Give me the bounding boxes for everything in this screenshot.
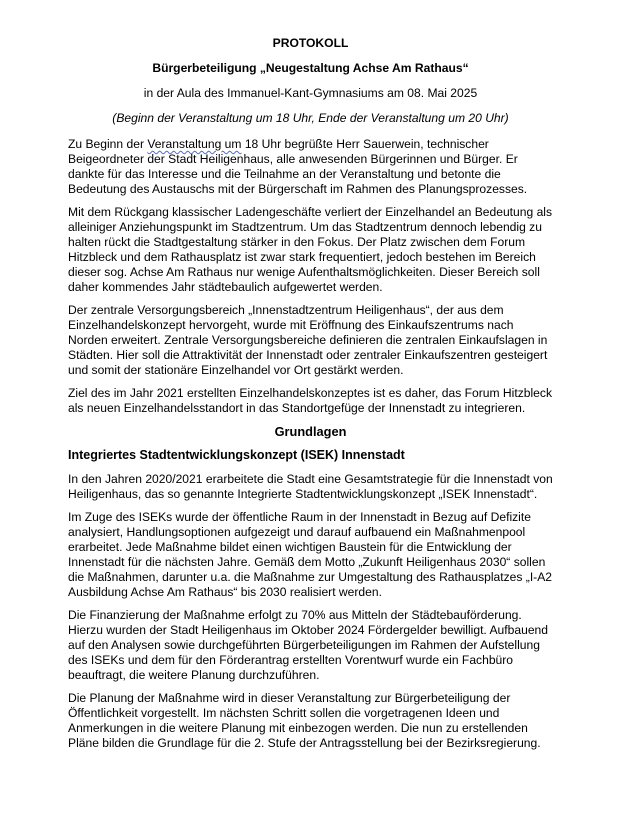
intro-p1-rest: 18 Uhr begrüßte Herr Sauerwein, technischer Beigeordneter der Stadt Heiligenhaus, alle anwesenden Bürgerinnen und Bürger. Er dankte für das Interesse und die Teilnahme an der Veranstaltung und betonte die Bedeutung des Austauschs mit der Bürgerschaft im Rahmen des Planungsprozesses. xyxy=(68,137,528,196)
document-subtitle: Bürgerbeteiligung „Neugestaltung Achse Am Rathaus“ xyxy=(152,61,469,75)
intro-paragraph-3: Der zentrale Versorgungsbereich „Innenstadtzentrum Heiligenhaus“, der aus dem Einzelhandelskonzept hervorgeht, wurde mit Eröffnung des Einkaufszentrums nach Norden erweitert. Zentrale Versorgungsbereiche definieren die zentralen Einkaufslagen in Städten. Hier soll die Attraktivität der Innenstadt oder zentraler Einkaufszentren gesteigert und somit der stationäre Einzelhandel vor Ort gestärkt werden. xyxy=(68,303,548,377)
grundlagen-paragraph-3: Die Finanzierung der Maßnahme erfolgt zu 70% aus Mitteln der Städtebauförderung. Hierzu wurden der Stadt Heiligenhaus im Oktober 2024 Fördergelder bewilligt. Aufbauend auf den Analysen sowie durchgeführten Bürgerbeteiligungen im Rahmen der Aufstellung des ISEKs und dem für den Förderantrag erstellten Vorentwurf wurde ein Fachbüro beauftragt, die weitere Planung durchzuführen. xyxy=(68,608,548,682)
document-title: PROTOKOLL xyxy=(272,36,349,50)
intro-paragraph-1 xyxy=(68,137,553,197)
grundlagen-paragraph-1: In den Jahren 2020/2021 erarbeitete die Stadt eine Gesamtstrategie für die Innenstadt von Heiligenhaus, das so genannte Integrierte Stadtentwicklungskonzept „ISEK Innenstadt“. xyxy=(68,472,553,501)
subsection-heading-isek: Integriertes Stadtentwicklungskonzept (ISEK) Innenstadt xyxy=(68,448,405,462)
intro-paragraph-4: Ziel des im Jahr 2021 erstellten Einzelhandelskonzeptes ist es daher, das Forum Hitzbleck als neuen Einzelhandelsstandort in das Standortgefüge der Innenstadt zu integrieren. xyxy=(68,386,552,415)
grundlagen-paragraph-2: Im Zuge des ISEKs wurde der öffentliche Raum in der Innenstadt in Bezug auf Defizite analysiert, Handlungsoptionen aufgezeigt und darauf aufbauend ein Maßnahmenpool erarbeitet. Jede Maßnahme bildet einen wichtigen Baustein für die Entwicklung der Innenstadt für die nächsten Jahre. Gemäß dem Motto „Zukunft Heiligenhaus 2030“ sollen die Maßnahmen, darunter u.a. die Maßnahme zur Umgestaltung des Rathausplatzes „I-A2 Ausbildung Achse Am Rathaus“ bis 2030 realisiert werden. xyxy=(68,510,552,599)
time-line: (Beginn der Veranstaltung um 18 Uhr, Ende der Veranstaltung um 20 Uhr) xyxy=(112,111,509,125)
intro-paragraph-2: Mit dem Rückgang klassischer Ladengeschäfte verliert der Einzelhandel an Bedeutung als alleiniger Anziehungspunkt im Stadtzentrum. Um das Stadtzentrum dennoch lebendig zu halten rückt die Stadtgestaltung stärker in den Fokus. Der Platz zwischen dem Forum Hitzbleck und dem Rathausplatz ist zwar stark frequentiert, jedoch bestehen im Bereich dieser sog. Achse Am Rathaus nur wenige Aufenthaltsmöglichkeiten. Dieser Bereich soll daher kommendes Jahr städtebaulich aufgewertet werden. xyxy=(68,205,553,294)
spellcheck-marked-text: Veranstaltung um xyxy=(147,137,242,151)
document-page xyxy=(68,36,553,759)
section-heading-grundlagen: Grundlagen xyxy=(274,424,347,439)
intro-p1-start: Zu Beginn der xyxy=(68,137,148,151)
venue-line: in der Aula des Immanuel-Kant-Gymnasiums am 08. Mai 2025 xyxy=(143,86,478,100)
grundlagen-paragraph-4: Die Planung der Maßnahme wird in dieser Veranstaltung zur Bürgerbeteiligung der Öffentlichkeit vorgestellt. Im nächsten Schritt sollen die vorgetragenen Ideen und Anmerkungen in die weitere Planung mit einbezogen werden. Die nun zu erstellenden Pläne bilden die Grundlage für die 2. Stufe der Antragsstellung bei der Bezirksregierung. xyxy=(68,691,541,750)
